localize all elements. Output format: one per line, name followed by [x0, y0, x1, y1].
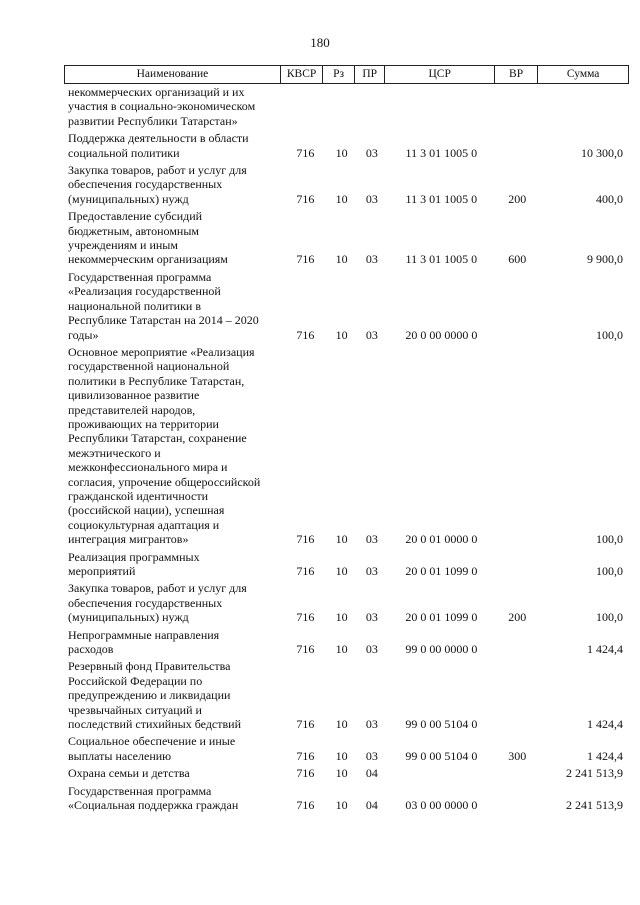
row-kvsr: 716 — [296, 717, 315, 732]
row-name — [64, 209, 278, 267]
row-name-line: Резервный фонд Правительства — [68, 659, 231, 674]
row-name-line: межэтнического и — [68, 445, 161, 460]
row-sum: 9 900,0 — [587, 252, 624, 267]
row-csr: 11 3 01 1005 0 — [405, 191, 478, 206]
row-name-line: участия в социально-экономическом — [68, 99, 256, 114]
table-row — [64, 209, 629, 267]
row-sum: 10 300,0 — [581, 145, 624, 160]
header-rz: Рз — [322, 66, 354, 83]
row-pr: 04 — [365, 766, 378, 781]
row-rz: 10 — [335, 191, 348, 206]
row-sum: 2 241 513,9 — [566, 798, 624, 813]
row-name-line: межконфессионального мира и — [68, 460, 228, 475]
row-name — [64, 163, 278, 206]
row-csr: 11 3 01 1005 0 — [405, 252, 478, 267]
table-row — [64, 734, 629, 763]
table-row — [64, 270, 629, 342]
row-name-line: (российской нации), успешная — [68, 503, 225, 518]
row-pr: 03 — [365, 327, 378, 342]
row-pr: 03 — [365, 717, 378, 732]
row-vr: 200 — [508, 610, 527, 625]
row-pr: 03 — [365, 642, 378, 657]
row-name-line: Закупка товаров, работ и услуг для — [68, 581, 247, 596]
row-name — [64, 766, 278, 780]
row-csr: 20 0 01 1099 0 — [405, 610, 478, 625]
table-row — [64, 131, 629, 160]
row-rz: 10 — [335, 610, 348, 625]
row-pr: 03 — [365, 532, 378, 547]
row-name-line: обеспечения государственных — [68, 177, 223, 192]
header-sum: Сумма — [537, 66, 628, 83]
table-body — [64, 85, 629, 813]
row-name-line: Республики Татарстан, сохранение — [68, 431, 247, 446]
row-name-line: некоммерческих организаций и их — [68, 85, 245, 99]
table-row — [64, 85, 629, 128]
row-name-line: бюджетным, автономным — [68, 223, 199, 238]
row-name — [64, 85, 278, 128]
row-name-line: согласия, упрочение общероссийской — [68, 474, 261, 489]
header-kvsr: КВСР — [280, 66, 322, 83]
row-pr: 03 — [365, 145, 378, 160]
row-name — [64, 734, 278, 763]
row-name-line: «Реализация государственной — [68, 284, 221, 299]
row-name — [64, 581, 278, 624]
row-kvsr: 716 — [296, 748, 315, 763]
row-name — [64, 345, 278, 547]
row-name-line: государственной национальной — [68, 359, 230, 374]
row-pr: 03 — [365, 191, 378, 206]
row-sum: 1 424,4 — [587, 717, 624, 732]
row-name — [64, 270, 278, 342]
row-sum: 100,0 — [596, 327, 624, 342]
row-pr: 04 — [365, 798, 378, 813]
row-name-line: Государственная программа — [68, 269, 212, 284]
row-csr: 99 0 00 0000 0 — [405, 642, 478, 657]
row-name-line: Предоставление субсидий — [68, 209, 203, 224]
row-name-line: «Социальная поддержка граждан — [68, 798, 239, 813]
page-number: 180 — [310, 35, 330, 50]
row-name — [64, 628, 278, 657]
row-name — [64, 784, 278, 813]
row-name-line: расходов — [68, 642, 114, 657]
table-row — [64, 581, 629, 624]
row-kvsr: 716 — [296, 145, 315, 160]
table-row — [64, 163, 629, 206]
row-sum: 100,0 — [596, 610, 624, 625]
row-csr: 20 0 01 0000 0 — [405, 532, 478, 547]
row-kvsr: 716 — [296, 798, 315, 813]
row-rz: 10 — [335, 564, 348, 578]
row-name — [64, 131, 278, 160]
row-csr: 20 0 01 1099 0 — [405, 564, 478, 578]
row-sum: 1 424,4 — [587, 748, 624, 763]
row-rz: 10 — [335, 642, 348, 657]
table-row — [64, 550, 629, 579]
row-kvsr: 716 — [296, 327, 315, 342]
table-row — [64, 628, 629, 657]
row-name-line: Социальное обеспечение и иные — [68, 734, 236, 749]
table-header — [64, 65, 629, 84]
row-name-line: выплаты населению — [68, 748, 172, 763]
row-name-line: цивилизованное развитие — [68, 388, 200, 403]
row-name-line: последствий стихийных бедствий — [68, 717, 242, 732]
budget-table — [64, 65, 629, 816]
row-sum: 2 241 513,9 — [566, 766, 624, 781]
row-name-line: развитии Республики Татарстан» — [68, 113, 238, 128]
row-vr: 600 — [508, 252, 527, 267]
row-csr: 20 0 00 0000 0 — [405, 327, 478, 342]
row-rz: 10 — [335, 327, 348, 342]
table-row — [64, 784, 629, 813]
row-pr: 03 — [365, 748, 378, 763]
row-name-line: политики в Республике Татарстан, — [68, 373, 245, 388]
row-name-line: представителей народов, — [68, 402, 196, 417]
row-name-line: Республике Татарстан на 2014 – 2020 — [68, 313, 259, 328]
header-name: Наименование — [136, 68, 209, 80]
row-name-line: Поддержка деятельности в области — [68, 131, 249, 146]
row-sum: 100,0 — [596, 532, 624, 547]
row-rz: 10 — [335, 532, 348, 547]
row-name-line: Государственная программа — [68, 783, 212, 798]
row-kvsr: 716 — [296, 532, 315, 547]
row-kvsr: 716 — [296, 564, 315, 578]
row-name-line: чрезвычайных ситуаций и — [68, 702, 202, 717]
row-name-line: Охрана семьи и детства — [68, 766, 190, 781]
row-name-line: обеспечения государственных — [68, 595, 223, 610]
row-name-line: Закупка товаров, работ и услуг для — [68, 163, 247, 178]
row-sum: 100,0 — [596, 564, 624, 578]
row-csr: 99 0 00 5104 0 — [405, 717, 478, 732]
row-csr: 99 0 00 5104 0 — [405, 748, 478, 763]
row-name-line: годы» — [68, 327, 99, 342]
table-row — [64, 766, 629, 780]
row-rz: 10 — [335, 766, 348, 781]
row-rz: 10 — [335, 717, 348, 732]
row-csr: 11 3 01 1005 0 — [405, 145, 478, 160]
row-name-line: интеграция мигрантов» — [68, 532, 189, 547]
row-kvsr: 716 — [296, 252, 315, 267]
row-sum: 400,0 — [596, 191, 624, 206]
header-vr: ВР — [494, 66, 537, 83]
row-name-line: проживающих на территории — [68, 416, 219, 431]
row-vr: 200 — [508, 191, 527, 206]
row-name — [64, 550, 278, 579]
row-sum: 1 424,4 — [587, 642, 624, 657]
row-vr: 300 — [508, 748, 527, 763]
row-csr: 03 0 00 0000 0 — [405, 798, 478, 813]
row-pr: 03 — [365, 564, 378, 578]
row-name-line: социокультурная адаптация и — [68, 517, 220, 532]
row-name-line: национальной политики в — [68, 298, 202, 313]
row-rz: 10 — [335, 252, 348, 267]
row-pr: 03 — [365, 252, 378, 267]
header-pr: ПР — [354, 66, 385, 83]
row-name — [64, 659, 278, 731]
row-name-line: Реализация программных — [68, 549, 200, 564]
row-rz: 10 — [335, 798, 348, 813]
row-kvsr: 716 — [296, 766, 315, 781]
row-name-line: некоммерческим организациям — [68, 252, 228, 267]
row-name-line: Непрограммные направления — [68, 627, 220, 642]
header-csr: ЦСР — [384, 66, 493, 83]
row-name-line: социальной политики — [68, 145, 180, 160]
row-kvsr: 716 — [296, 191, 315, 206]
row-name-line: предупреждению и ликвидации — [68, 688, 231, 703]
row-rz: 10 — [335, 748, 348, 763]
row-name-line: Основное мероприятие «Реализация — [68, 344, 255, 359]
row-name-line: учреждениям и иным — [68, 238, 178, 253]
row-kvsr: 716 — [296, 642, 315, 657]
row-name-line: (муниципальных) нужд — [68, 610, 189, 625]
row-name-line: гражданской идентичности — [68, 488, 209, 503]
row-name-line: (муниципальных) нужд — [68, 191, 189, 206]
row-name-line: Российской Федерации по — [68, 673, 203, 688]
row-name-line: мероприятий — [68, 564, 136, 578]
table-row — [64, 345, 629, 547]
table-row — [64, 659, 629, 731]
row-kvsr: 716 — [296, 610, 315, 625]
row-pr: 03 — [365, 610, 378, 625]
row-rz: 10 — [335, 145, 348, 160]
